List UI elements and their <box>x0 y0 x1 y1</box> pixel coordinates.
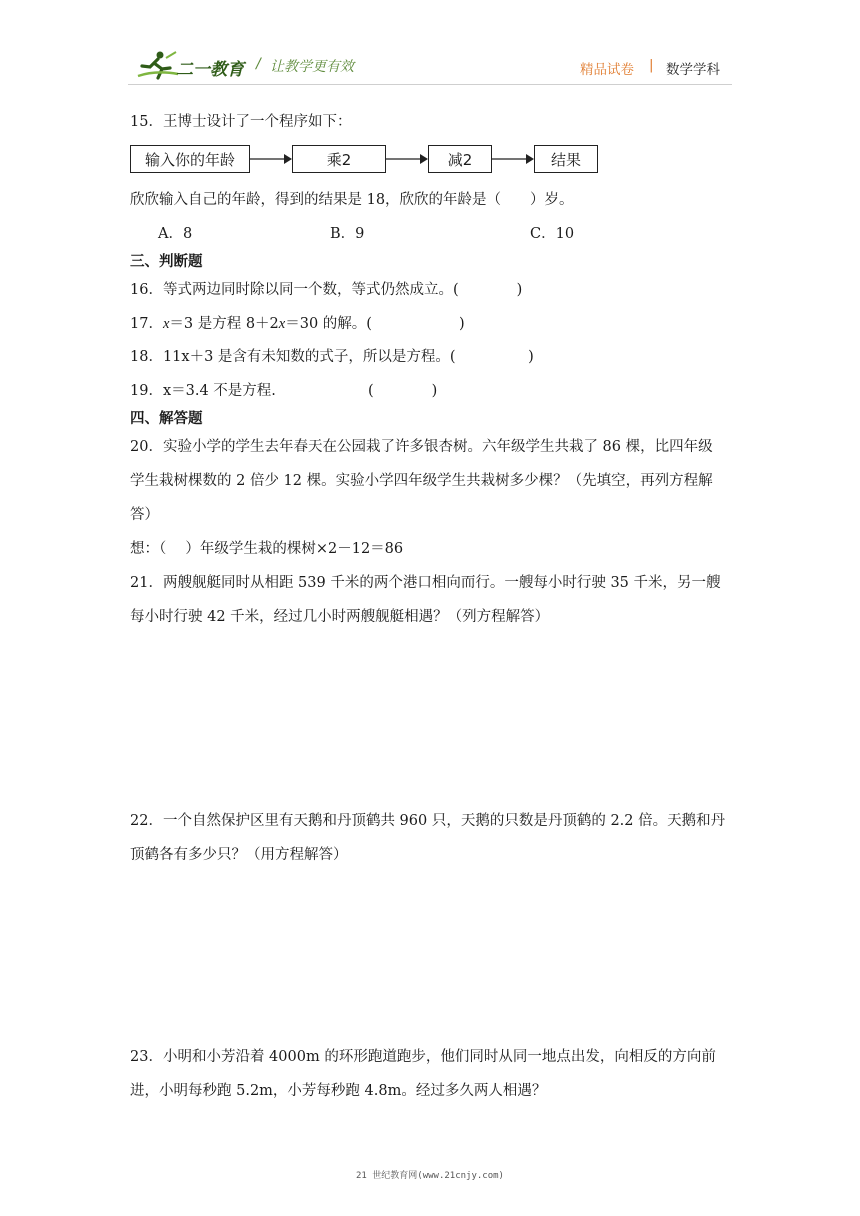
header-rule <box>128 84 732 85</box>
header-subject: 数学学科 <box>666 62 720 78</box>
q15-option-a: A．8 <box>158 226 193 242</box>
arrow-right-icon <box>386 152 428 166</box>
q19-paren: ( ) <box>368 383 438 399</box>
section-solve: 四、解答题 <box>130 410 203 427</box>
q17-num: 17． <box>130 316 163 332</box>
section-judge: 三、判断题 <box>130 253 203 270</box>
q20-hint: 想：（ ）年级学生栽的棵树×2－12＝86 <box>130 541 404 557</box>
header-separator: | <box>649 57 654 73</box>
q17-part2: ＝30 的解。( ) <box>285 316 465 332</box>
flow-box-multiply: 乘2 <box>292 145 386 173</box>
q16: 16．等式两边同时除以同一个数，等式仍然成立。( ) <box>130 282 523 298</box>
page-footer: 21 世纪教育网(www.21cnjy.com) <box>356 1171 504 1181</box>
q15-option-b: B．9 <box>330 226 365 242</box>
q23-line: 进，小明每秒跑 5.2m，小芳每秒跑 4.8m。经过多久两人相遇？ <box>130 1083 547 1099</box>
q21-line: 21．两艘舰艇同时从相距 539 千米的两个港口相向而行。一艘每小时行驶 35 千米，另一艘 <box>130 575 721 591</box>
q17-part1: ＝3 是方程 8＋2 <box>169 316 279 332</box>
logo-text: 二一教育 <box>176 60 244 80</box>
arrow-right-icon <box>250 152 292 166</box>
q17-var: x <box>162 316 170 332</box>
q21-line: 每小时行驶 42 千米，经过几小时两艘舰艇相遇？（列方程解答） <box>130 609 550 625</box>
flow-box-input: 输入你的年龄 <box>130 145 250 173</box>
runner-logo-icon <box>136 50 180 80</box>
q17 <box>130 314 465 334</box>
header-label: 精品试卷 <box>580 62 634 78</box>
q20-line: 学生栽树棵数的 2 倍少 12 棵。实验小学四年级学生共栽树多少棵？（先填空，再列方程解 <box>130 473 713 489</box>
q22-line: 22．一个自然保护区里有天鹅和丹顶鹤共 960 只，天鹅的只数是丹顶鹤的 2.2 倍。天鹅和丹 <box>130 813 726 829</box>
q22-line: 顶鹤各有多少只？（用方程解答） <box>130 847 348 863</box>
header-divider: / <box>256 56 261 72</box>
arrow-right-icon <box>492 152 534 166</box>
q18: 18．11x＋3 是含有未知数的式子，所以是方程。( ) <box>130 349 534 365</box>
q20-line: 答） <box>130 507 159 523</box>
q19-text: 19．x＝3.4 不是方程. <box>130 383 276 399</box>
q17-var: x <box>278 316 286 332</box>
q15-question: 欣欣输入自己的年龄，得到的结果是 18，欣欣的年龄是（ ）岁。 <box>130 192 574 208</box>
flow-box-result: 结果 <box>534 145 598 173</box>
q15-option-c: C．10 <box>530 226 575 242</box>
q20-line: 20．实验小学的学生去年春天在公园栽了许多银杏树。六年级学生共栽了 86 棵，比四年级 <box>130 439 713 455</box>
q19 <box>130 381 438 401</box>
page-header <box>128 48 732 82</box>
flow-box-subtract: 减2 <box>428 145 492 173</box>
header-slogan: 让教学更有效 <box>270 59 354 75</box>
q23-line: 23．小明和小芳沿着 4000m 的环形跑道跑步，他们同时从同一地点出发，向相反的方向前 <box>130 1049 716 1065</box>
q15-stem: 15．王博士设计了一个程序如下： <box>130 114 352 130</box>
